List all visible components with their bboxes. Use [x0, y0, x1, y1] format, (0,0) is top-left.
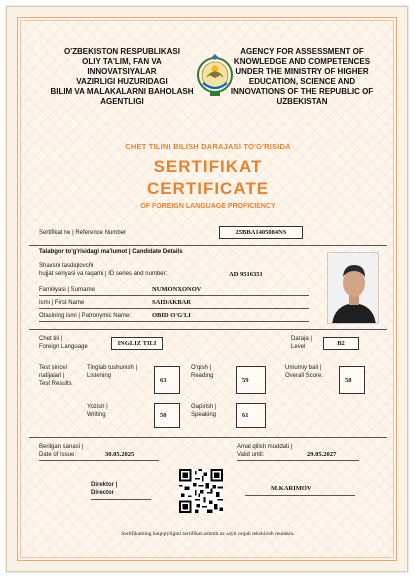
valid-until-value: 29.05.2027 — [307, 451, 337, 458]
row-divider — [39, 321, 309, 322]
overall-score: 58 — [345, 376, 352, 384]
id-label: hujjat seriyasi va raqami | ID series and number: — [39, 271, 168, 277]
level-box — [323, 337, 359, 350]
header-right-line: UZBEKISTAN — [276, 97, 328, 106]
results-label: Test Results — [39, 381, 72, 387]
issue-date-value: 30.05.2025 — [105, 451, 135, 458]
writing-score-box — [154, 403, 180, 428]
id-label: Shaxsni tasdiqlovchi — [39, 263, 94, 269]
header-left-line: AGENTLIGI — [100, 97, 144, 106]
director-label: Director — [91, 490, 115, 496]
header-left-line: VAZIRLIGI HUZURIDAGI — [76, 77, 168, 86]
header-right-text — [227, 47, 377, 107]
divider — [29, 329, 387, 330]
certificate-sheet — [6, 6, 408, 572]
director-label: Direktor | — [91, 482, 118, 488]
candidate-photo — [327, 252, 379, 324]
divider — [29, 245, 387, 246]
language-label: Chet tili | — [39, 336, 63, 342]
surname-label: Familiyasi | Surname — [39, 287, 95, 293]
header-right-line: KNOWLEDGE AND COMPETENCES — [233, 57, 371, 66]
overall-score-box — [339, 366, 365, 394]
id-value: AD 9516351 — [229, 271, 263, 278]
valid-until-label: Amal qilish muddati | — [237, 444, 293, 450]
speaking-score-box — [236, 403, 266, 428]
header-left-line: O'ZBEKISTON RESPUBLIKASI — [64, 47, 180, 56]
header-left-text — [47, 47, 197, 107]
footer-note: Sertifikatning haqiqiyligini sertifikat.uzbmb.uz sayti orqali tekshirish mumkin. — [121, 531, 295, 537]
listening-label: Listening — [87, 373, 112, 379]
listening-score: 63 — [160, 376, 167, 384]
reference-number: 25BBA1405084NS — [235, 229, 287, 236]
surname-value: NUMONXONOV — [152, 286, 202, 293]
row-divider — [39, 460, 159, 461]
director-name: M.KARIMOV — [271, 485, 312, 492]
listening-label: Tinglab tushunish | — [87, 365, 138, 371]
reading-score-box — [236, 366, 266, 394]
qr-code-icon — [179, 469, 223, 513]
patronymic-value: OBID O'G'LI — [152, 312, 191, 319]
reference-number-box — [219, 226, 303, 239]
header-right-line: UNDER THE MINISTRY OF HIGHER — [235, 67, 369, 76]
signature-line — [245, 495, 355, 496]
overall-label: Umumiy ball | — [285, 365, 322, 371]
reading-score: 59 — [242, 376, 249, 384]
issue-date-label: Berilgan sanasi | — [39, 444, 84, 450]
patronymic-label: Otasining ismi | Patronymic Name: — [39, 313, 131, 319]
language-label: Foreign Language — [39, 344, 88, 350]
speaking-label: Gapirish | — [191, 404, 217, 410]
candidate-section-title: Talabgor to'g'risidagi ma'lumot | Candidate Details — [39, 249, 183, 255]
title-uz: SERTIFIKAT — [153, 157, 263, 176]
row-divider — [237, 460, 359, 461]
reference-label: Sertifikat № | Reference Number — [39, 230, 127, 236]
divider — [29, 437, 387, 438]
header-right-line: EDUCATION, SCIENCE AND — [248, 77, 356, 86]
level-value: B2 — [337, 340, 345, 347]
header-left-line: OLIY TA'LIM, FAN VA INNOVATSIYALAR — [82, 57, 162, 76]
header-left-line: BILIM VA MALAKALARNI BAHOLASH — [50, 87, 194, 96]
firstname-label: Ismi | First Name — [39, 300, 85, 306]
subtitle-uz: CHET TILINI BILISH DARAJASI TO'G'RISIDA — [125, 142, 291, 151]
speaking-label: Speaking — [191, 412, 217, 418]
level-label: Level — [291, 344, 306, 350]
header-right-line: AGENCY FOR ASSESSMENT OF — [240, 47, 364, 56]
reading-label: O'qish | — [191, 365, 212, 371]
reading-label: Reading — [191, 373, 214, 379]
row-divider — [39, 295, 309, 296]
language-value: INGLIZ TILI — [117, 340, 157, 347]
row-divider — [39, 308, 309, 309]
header-right-line: INNOVATIONS OF THE REPUBLIC OF — [230, 87, 374, 96]
listening-score-box — [154, 366, 180, 394]
overall-label: Overall Score: — [285, 373, 324, 379]
writing-label: Writing — [87, 412, 106, 418]
signature-line — [91, 499, 151, 500]
issue-date-label: Date of Issue: — [39, 452, 77, 458]
writing-label: Yozish | — [87, 404, 108, 410]
title-en: CERTIFICATE — [146, 179, 270, 198]
writing-score: 50 — [160, 412, 167, 419]
firstname-value: SAIDAKBAR — [152, 299, 192, 306]
speaking-score: 61 — [242, 412, 249, 419]
valid-until-label: Valid until: — [237, 452, 265, 458]
results-label: Test sinovi — [39, 365, 68, 371]
subtitle-en: OF FOREIGN LANGUAGE PROFICIENCY — [140, 203, 276, 210]
results-label: natijalari | — [39, 373, 65, 379]
level-label: Daraja | — [291, 336, 312, 342]
language-box — [111, 337, 163, 350]
